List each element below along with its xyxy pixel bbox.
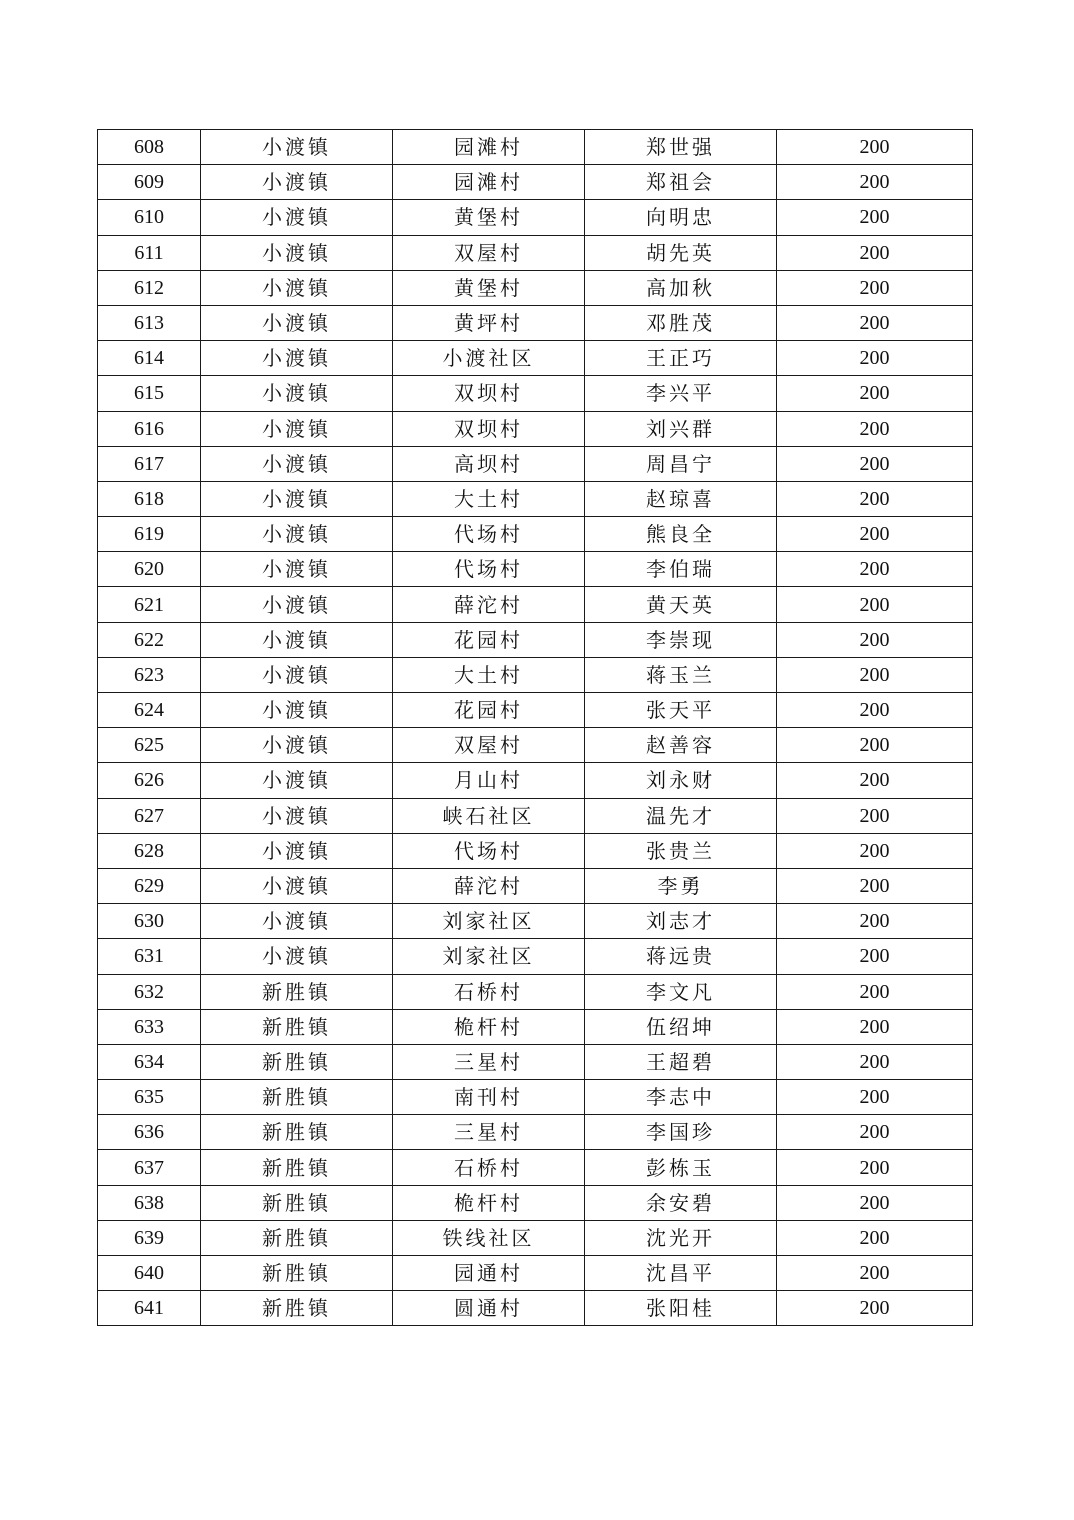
amount-cell: 200 xyxy=(777,1220,973,1255)
village-cell: 刘家社区 xyxy=(393,904,585,939)
row-number-cell: 612 xyxy=(98,270,201,305)
person-name-cell: 余安碧 xyxy=(585,1185,777,1220)
row-number-cell: 635 xyxy=(98,1080,201,1115)
village-cell: 黄堡村 xyxy=(393,270,585,305)
town-cell: 小渡镇 xyxy=(201,200,393,235)
village-cell: 圆通村 xyxy=(393,1291,585,1326)
amount-cell: 200 xyxy=(777,165,973,200)
amount-cell: 200 xyxy=(777,552,973,587)
table-row xyxy=(98,1044,973,1079)
town-cell: 新胜镇 xyxy=(201,1185,393,1220)
row-number-cell: 622 xyxy=(98,622,201,657)
row-number-cell: 619 xyxy=(98,517,201,552)
village-cell: 高坝村 xyxy=(393,446,585,481)
row-number-cell: 636 xyxy=(98,1115,201,1150)
row-number-cell: 623 xyxy=(98,657,201,692)
town-cell: 小渡镇 xyxy=(201,165,393,200)
table-row xyxy=(98,622,973,657)
table-row xyxy=(98,833,973,868)
row-number-cell: 627 xyxy=(98,798,201,833)
town-cell: 新胜镇 xyxy=(201,1220,393,1255)
village-cell: 双坝村 xyxy=(393,376,585,411)
town-cell: 小渡镇 xyxy=(201,376,393,411)
row-number-cell: 608 xyxy=(98,130,201,165)
table-row xyxy=(98,270,973,305)
amount-cell: 200 xyxy=(777,833,973,868)
row-number-cell: 620 xyxy=(98,552,201,587)
row-number-cell: 610 xyxy=(98,200,201,235)
amount-cell: 200 xyxy=(777,1150,973,1185)
amount-cell: 200 xyxy=(777,341,973,376)
town-cell: 小渡镇 xyxy=(201,939,393,974)
person-name-cell: 李志中 xyxy=(585,1080,777,1115)
village-cell: 大土村 xyxy=(393,657,585,692)
row-number-cell: 628 xyxy=(98,833,201,868)
amount-cell: 200 xyxy=(777,868,973,903)
person-name-cell: 蒋远贵 xyxy=(585,939,777,974)
table-row xyxy=(98,376,973,411)
person-name-cell: 温先才 xyxy=(585,798,777,833)
row-number-cell: 632 xyxy=(98,974,201,1009)
table-row xyxy=(98,763,973,798)
row-number-cell: 618 xyxy=(98,481,201,516)
person-name-cell: 李勇 xyxy=(585,868,777,903)
person-name-cell: 向明忠 xyxy=(585,200,777,235)
row-number-cell: 633 xyxy=(98,1009,201,1044)
person-name-cell: 郑祖会 xyxy=(585,165,777,200)
amount-cell: 200 xyxy=(777,587,973,622)
village-cell: 园滩村 xyxy=(393,165,585,200)
person-name-cell: 熊良全 xyxy=(585,517,777,552)
person-name-cell: 蒋玉兰 xyxy=(585,657,777,692)
table-row xyxy=(98,446,973,481)
table-row xyxy=(98,200,973,235)
person-name-cell: 黄天英 xyxy=(585,587,777,622)
person-name-cell: 王正巧 xyxy=(585,341,777,376)
row-number-cell: 613 xyxy=(98,305,201,340)
row-number-cell: 621 xyxy=(98,587,201,622)
town-cell: 新胜镇 xyxy=(201,1009,393,1044)
table-row xyxy=(98,1291,973,1326)
row-number-cell: 634 xyxy=(98,1044,201,1079)
amount-cell: 200 xyxy=(777,622,973,657)
amount-cell: 200 xyxy=(777,235,973,270)
table-row xyxy=(98,1080,973,1115)
person-name-cell: 赵琼喜 xyxy=(585,481,777,516)
person-name-cell: 王超碧 xyxy=(585,1044,777,1079)
village-cell: 大土村 xyxy=(393,481,585,516)
town-cell: 小渡镇 xyxy=(201,587,393,622)
row-number-cell: 631 xyxy=(98,939,201,974)
town-cell: 小渡镇 xyxy=(201,622,393,657)
amount-cell: 200 xyxy=(777,1080,973,1115)
roster-table-body xyxy=(98,130,973,1326)
town-cell: 小渡镇 xyxy=(201,798,393,833)
person-name-cell: 李文凡 xyxy=(585,974,777,1009)
village-cell: 小渡社区 xyxy=(393,341,585,376)
town-cell: 小渡镇 xyxy=(201,446,393,481)
person-name-cell: 刘永财 xyxy=(585,763,777,798)
amount-cell: 200 xyxy=(777,305,973,340)
town-cell: 小渡镇 xyxy=(201,341,393,376)
person-name-cell: 李兴平 xyxy=(585,376,777,411)
person-name-cell: 沈昌平 xyxy=(585,1256,777,1291)
table-row xyxy=(98,341,973,376)
village-cell: 峡石社区 xyxy=(393,798,585,833)
row-number-cell: 640 xyxy=(98,1256,201,1291)
amount-cell: 200 xyxy=(777,481,973,516)
row-number-cell: 639 xyxy=(98,1220,201,1255)
village-cell: 薛沱村 xyxy=(393,868,585,903)
town-cell: 新胜镇 xyxy=(201,974,393,1009)
amount-cell: 200 xyxy=(777,763,973,798)
amount-cell: 200 xyxy=(777,904,973,939)
amount-cell: 200 xyxy=(777,1291,973,1326)
town-cell: 小渡镇 xyxy=(201,305,393,340)
town-cell: 小渡镇 xyxy=(201,728,393,763)
amount-cell: 200 xyxy=(777,657,973,692)
row-number-cell: 630 xyxy=(98,904,201,939)
village-cell: 三星村 xyxy=(393,1115,585,1150)
amount-cell: 200 xyxy=(777,130,973,165)
village-cell: 花园村 xyxy=(393,693,585,728)
town-cell: 小渡镇 xyxy=(201,481,393,516)
town-cell: 新胜镇 xyxy=(201,1080,393,1115)
village-cell: 月山村 xyxy=(393,763,585,798)
person-name-cell: 周昌宁 xyxy=(585,446,777,481)
village-cell: 花园村 xyxy=(393,622,585,657)
amount-cell: 200 xyxy=(777,798,973,833)
person-name-cell: 彭栋玉 xyxy=(585,1150,777,1185)
village-cell: 三星村 xyxy=(393,1044,585,1079)
amount-cell: 200 xyxy=(777,693,973,728)
person-name-cell: 赵善容 xyxy=(585,728,777,763)
row-number-cell: 629 xyxy=(98,868,201,903)
person-name-cell: 刘兴群 xyxy=(585,411,777,446)
table-row xyxy=(98,1185,973,1220)
village-cell: 园通村 xyxy=(393,1256,585,1291)
row-number-cell: 624 xyxy=(98,693,201,728)
row-number-cell: 638 xyxy=(98,1185,201,1220)
table-row xyxy=(98,552,973,587)
table-row xyxy=(98,130,973,165)
person-name-cell: 李伯瑞 xyxy=(585,552,777,587)
village-cell: 薛沱村 xyxy=(393,587,585,622)
village-cell: 石桥村 xyxy=(393,974,585,1009)
village-cell: 黄坪村 xyxy=(393,305,585,340)
table-row xyxy=(98,235,973,270)
village-cell: 南刊村 xyxy=(393,1080,585,1115)
row-number-cell: 617 xyxy=(98,446,201,481)
row-number-cell: 615 xyxy=(98,376,201,411)
village-cell: 双坝村 xyxy=(393,411,585,446)
row-number-cell: 614 xyxy=(98,341,201,376)
table-row xyxy=(98,868,973,903)
town-cell: 新胜镇 xyxy=(201,1115,393,1150)
town-cell: 小渡镇 xyxy=(201,235,393,270)
table-row xyxy=(98,1009,973,1044)
table-row xyxy=(98,798,973,833)
row-number-cell: 637 xyxy=(98,1150,201,1185)
row-number-cell: 611 xyxy=(98,235,201,270)
amount-cell: 200 xyxy=(777,1256,973,1291)
row-number-cell: 641 xyxy=(98,1291,201,1326)
village-cell: 石桥村 xyxy=(393,1150,585,1185)
table-row xyxy=(98,1115,973,1150)
amount-cell: 200 xyxy=(777,728,973,763)
town-cell: 小渡镇 xyxy=(201,270,393,305)
town-cell: 新胜镇 xyxy=(201,1256,393,1291)
village-cell: 铁线社区 xyxy=(393,1220,585,1255)
person-name-cell: 李崇现 xyxy=(585,622,777,657)
person-name-cell: 沈光开 xyxy=(585,1220,777,1255)
person-name-cell: 高加秋 xyxy=(585,270,777,305)
village-cell: 桅杆村 xyxy=(393,1009,585,1044)
person-name-cell: 胡先英 xyxy=(585,235,777,270)
table-row xyxy=(98,517,973,552)
amount-cell: 200 xyxy=(777,270,973,305)
town-cell: 小渡镇 xyxy=(201,552,393,587)
table-row xyxy=(98,1150,973,1185)
amount-cell: 200 xyxy=(777,200,973,235)
table-row xyxy=(98,411,973,446)
village-cell: 代场村 xyxy=(393,517,585,552)
village-cell: 代场村 xyxy=(393,833,585,868)
roster-table xyxy=(97,129,973,1326)
amount-cell: 200 xyxy=(777,974,973,1009)
row-number-cell: 625 xyxy=(98,728,201,763)
village-cell: 刘家社区 xyxy=(393,939,585,974)
row-number-cell: 609 xyxy=(98,165,201,200)
amount-cell: 200 xyxy=(777,411,973,446)
amount-cell: 200 xyxy=(777,517,973,552)
person-name-cell: 刘志才 xyxy=(585,904,777,939)
town-cell: 小渡镇 xyxy=(201,693,393,728)
person-name-cell: 李国珍 xyxy=(585,1115,777,1150)
table-row xyxy=(98,939,973,974)
town-cell: 小渡镇 xyxy=(201,517,393,552)
person-name-cell: 张贵兰 xyxy=(585,833,777,868)
table-row xyxy=(98,587,973,622)
village-cell: 桅杆村 xyxy=(393,1185,585,1220)
village-cell: 双屋村 xyxy=(393,235,585,270)
village-cell: 代场村 xyxy=(393,552,585,587)
table-row xyxy=(98,481,973,516)
town-cell: 新胜镇 xyxy=(201,1150,393,1185)
table-row xyxy=(98,728,973,763)
amount-cell: 200 xyxy=(777,1044,973,1079)
person-name-cell: 张阳桂 xyxy=(585,1291,777,1326)
person-name-cell: 张天平 xyxy=(585,693,777,728)
table-row xyxy=(98,693,973,728)
table-row xyxy=(98,1256,973,1291)
town-cell: 小渡镇 xyxy=(201,130,393,165)
village-cell: 黄堡村 xyxy=(393,200,585,235)
table-row xyxy=(98,657,973,692)
amount-cell: 200 xyxy=(777,1115,973,1150)
table-row xyxy=(98,1220,973,1255)
town-cell: 小渡镇 xyxy=(201,833,393,868)
table-row xyxy=(98,904,973,939)
table-row xyxy=(98,165,973,200)
person-name-cell: 伍绍坤 xyxy=(585,1009,777,1044)
town-cell: 新胜镇 xyxy=(201,1291,393,1326)
person-name-cell: 郑世强 xyxy=(585,130,777,165)
table-row xyxy=(98,305,973,340)
amount-cell: 200 xyxy=(777,446,973,481)
person-name-cell: 邓胜茂 xyxy=(585,305,777,340)
amount-cell: 200 xyxy=(777,1009,973,1044)
row-number-cell: 616 xyxy=(98,411,201,446)
village-cell: 园滩村 xyxy=(393,130,585,165)
town-cell: 小渡镇 xyxy=(201,763,393,798)
table-row xyxy=(98,974,973,1009)
town-cell: 新胜镇 xyxy=(201,1044,393,1079)
town-cell: 小渡镇 xyxy=(201,657,393,692)
amount-cell: 200 xyxy=(777,1185,973,1220)
amount-cell: 200 xyxy=(777,939,973,974)
village-cell: 双屋村 xyxy=(393,728,585,763)
town-cell: 小渡镇 xyxy=(201,904,393,939)
town-cell: 小渡镇 xyxy=(201,411,393,446)
amount-cell: 200 xyxy=(777,376,973,411)
row-number-cell: 626 xyxy=(98,763,201,798)
town-cell: 小渡镇 xyxy=(201,868,393,903)
